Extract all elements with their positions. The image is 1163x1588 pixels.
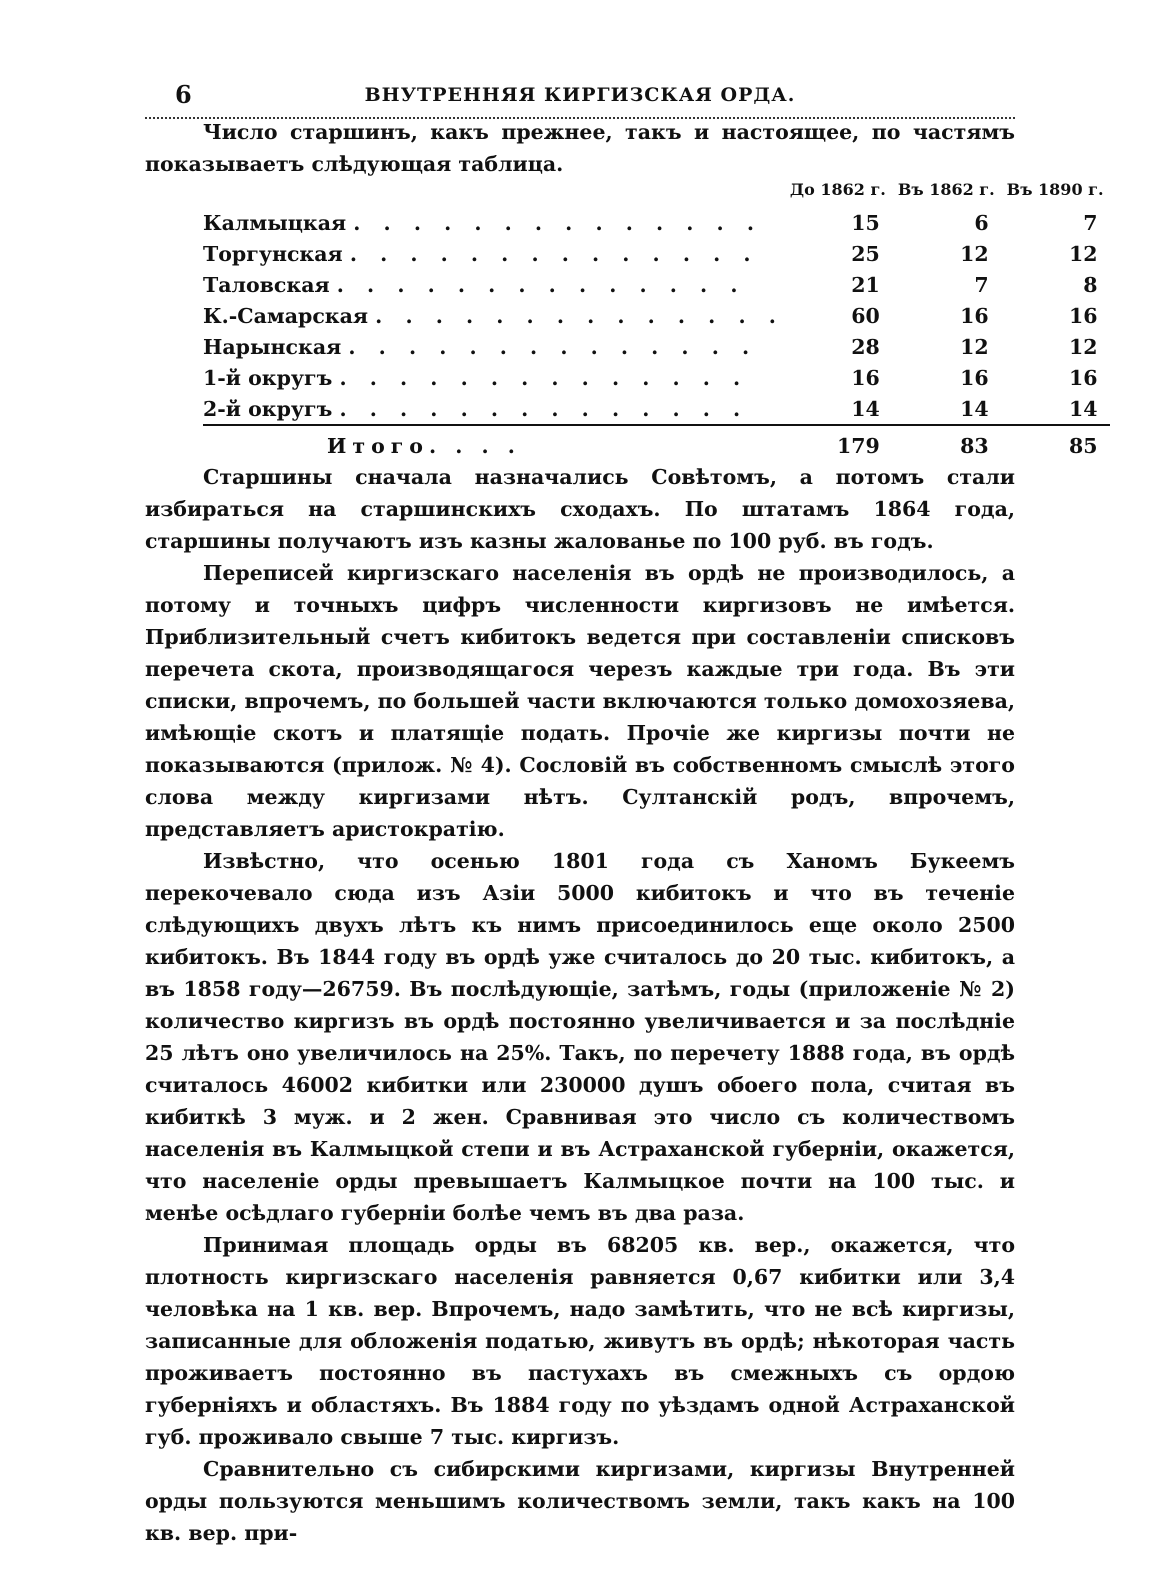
row-label: 2-й округъ — [203, 396, 333, 421]
cell-value: 12 — [1068, 334, 1098, 359]
cell-value: 16 — [960, 303, 989, 328]
elders-table — [203, 180, 1110, 461]
leader-dots: . . . . . . . . . . . . . . — [349, 241, 759, 266]
paragraph: Сравнительно съ сибирскими киргизами, киргизы Внутренней орды пользуются меньшимъ количествомъ земли, такъ какъ на 100 кв. вер. при- — [145, 1457, 1015, 1545]
cell-value: 16 — [960, 365, 989, 390]
cell-value: 14 — [960, 396, 989, 421]
row-label: Таловская — [203, 272, 330, 297]
row-label: Калмыцкая — [203, 210, 347, 235]
cell-value: 28 — [851, 334, 880, 359]
column-header: До 1862 г. — [789, 180, 886, 199]
leader-dots: . . . . . . . . . . . . . . — [339, 396, 749, 421]
column-header: Въ 1890 г. — [1006, 180, 1104, 199]
row-label: Нарынская — [203, 334, 342, 359]
row-label: 1-й округъ — [203, 365, 333, 390]
cell-value: 21 — [851, 272, 880, 297]
leader-dots: . . . . . . . . . . . . . . — [348, 334, 758, 359]
total-value: 179 — [784, 425, 892, 461]
paragraph: Извѣстно, что осенью 1801 года съ Ханомъ Букеемъ перекочевало сюда изъ Азіи 5000 кибитокъ и что въ теченіе слѣдующихъ двухъ лѣтъ къ нимъ присоединилось еще около 2500 кибитокъ. Въ 1844 году въ ордѣ уже считалось до 20 тыс. кибитокъ, а въ 1858 году—26759. Въ послѣдующіе, затѣмъ, годы (приложеніе № 2) количество киргизъ въ ордѣ постоянно увеличивается и за послѣдніе 25 лѣтъ оно увеличилось на 25%. Такъ, по перечету 1888 года, въ ордѣ считалось 46002 кибитки или 230000 душъ обоего пола, считая въ кибиткѣ 3 муж. и 2 жен. Сравнивая это число съ количествомъ населенія въ Калмыцкой степи и въ Астраханской губерніи, окажется, что населеніе орды превышаетъ Калмыцкое почти на 100 тыс. и менѣе осѣдлаго губерніи болѣе чемъ въ два раза. — [145, 849, 1015, 1225]
table-row — [203, 300, 1110, 331]
leader-dots: . . . . . . . . . . . . . . — [353, 210, 762, 235]
cell-value: 16 — [1068, 303, 1098, 328]
total-value: 83 — [892, 425, 1001, 461]
paragraph: Принимая площадь орды въ 68205 кв. вер., окажется, что плотность киргизскаго населенія равняется 0,67 кибитки или 3,4 человѣка на 1 кв. вер. Впрочемъ, надо замѣтить, что не всѣ киргизы, записанные для обложенія податью, живутъ въ ордѣ; нѣкоторая часть проживаетъ постоянно въ пастухахъ въ смежныхъ съ ордою губерніяхъ и областяхъ. Въ 1884 году по уѣздамъ одной Астраханской губ. проживало свыше 7 тыс. киргизъ. — [145, 1233, 1015, 1449]
cell-value: 16 — [851, 365, 880, 390]
paragraph: Старшины сначала назначались Совѣтомъ, а потомъ стали избираться на старшинскихъ сходахъ. По штатамъ 1864 года, старшины получаютъ изъ казны жалованье по 100 руб. въ годъ. — [145, 465, 1015, 553]
cell-value: 60 — [851, 303, 880, 328]
row-label: К.-Самарская — [203, 303, 369, 328]
intro-paragraph: Число старшинъ, какъ прежнее, такъ и настоящее, по частямъ показываетъ слѣдующая таблица. — [145, 120, 1015, 176]
table-row — [203, 238, 1110, 269]
cell-value: 7 — [1083, 210, 1098, 235]
table-row — [203, 362, 1110, 393]
cell-value: 15 — [851, 210, 880, 235]
cell-value: 25 — [851, 241, 880, 266]
leader-dots: . . . . . . . . . . . . . . — [336, 272, 746, 297]
cell-value: 14 — [851, 396, 880, 421]
leader-dots: . . . . . . . . . . . . . . — [339, 365, 749, 390]
total-label: Итого. . . . — [327, 433, 521, 458]
table-row — [203, 331, 1110, 362]
table-row — [203, 207, 1110, 238]
cell-value: 7 — [974, 272, 989, 297]
page — [145, 80, 1104, 1549]
cell-value: 12 — [960, 241, 989, 266]
table-header-row — [203, 180, 1110, 207]
cell-value: 14 — [1068, 396, 1098, 421]
running-title: ВНУТРЕННЯЯ КИРГИЗСКАЯ ОРДА. — [364, 84, 796, 106]
leader-dots: . . . . . . . . . . . . . . — [375, 303, 784, 328]
paragraph: Переписей киргизскаго населенія въ ордѣ не производилось, а потому и точныхъ цифръ численности киргизовъ не имѣется. Приблизительный счетъ кибитокъ ведется при составленіи списковъ перечета скота, производящагося черезъ каждые три года. Въ эти списки, впрочемъ, по большей части включаются только домохозяева, имѣющіе скотъ и платящіе подать. Прочіе же киргизы почти не показываются (прилож. № 4). Сословій въ собственномъ смыслѣ этого слова между киргизами нѣтъ. Султанскій родъ, впрочемъ, представляетъ аристократію. — [145, 561, 1015, 841]
header-rule — [145, 111, 1015, 119]
page-number: 6 — [175, 80, 192, 109]
cell-value: 12 — [1068, 241, 1098, 266]
column-header: Въ 1862 г. — [897, 180, 995, 199]
cell-value: 8 — [1083, 272, 1098, 297]
running-head — [145, 80, 1015, 116]
cell-value: 12 — [960, 334, 989, 359]
table-row — [203, 393, 1110, 425]
cell-value: 16 — [1068, 365, 1098, 390]
table-header-blank — [203, 180, 784, 207]
cell-value: 6 — [974, 210, 989, 235]
table-row — [203, 269, 1110, 300]
table-total-row — [203, 425, 1110, 461]
row-label: Торгунская — [203, 241, 343, 266]
total-value: 85 — [1001, 425, 1110, 461]
